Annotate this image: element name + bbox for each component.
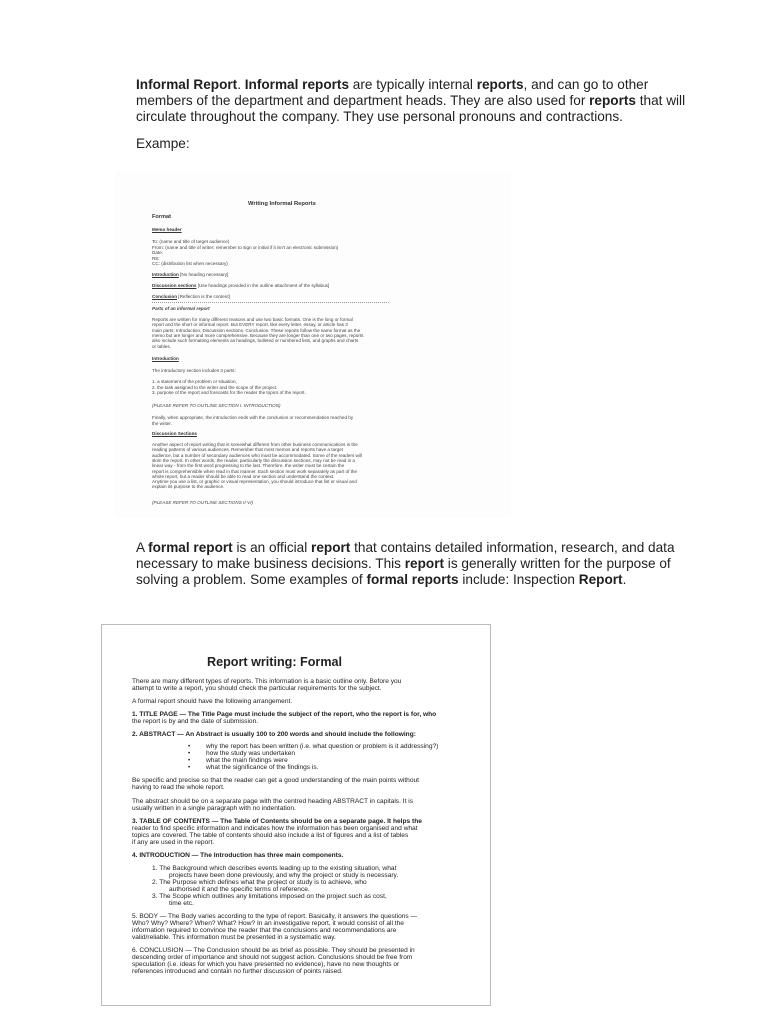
formal-line: what the main findings were	[206, 757, 288, 764]
bullet-icon: •	[188, 757, 191, 764]
bold-run: reports	[476, 77, 524, 92]
formal-line: 5. BODY — The Body varies according to the type of report. Basically, it answers the questions —	[132, 913, 418, 920]
formal-line: the report is by and the date of submission.	[132, 718, 259, 725]
intro-paragraph-formal	[136, 540, 696, 588]
intro-item: 3. purpose of the report and forecasts for the reader the topics of the report.	[152, 390, 306, 395]
discussion-text-line: report is comprehensible when read in that manner. Each section must work separately as part of the	[152, 468, 358, 474]
bold-run: Informal Report	[136, 77, 238, 92]
text-run: .	[622, 572, 627, 587]
introduction-line-label: Introduction	[152, 272, 179, 277]
bold-run: formal reports	[366, 572, 459, 587]
memo-line: From: (name and title of writer; remember to sign or initial if it isn't an electronic submission)	[152, 244, 339, 250]
formal-line: authorised it and the specific terms of reference.	[169, 886, 310, 893]
conclusion-line-label: Conclusion	[152, 294, 178, 299]
formal-line: information required to convince the reader that the conclusions and recommendations are	[132, 927, 397, 934]
formal-line: why the report has been written (i.e. what question or problem is it addressing?)	[206, 743, 439, 750]
formal-line: 2. The Purpose which defines what the project or study is to achieve, who	[152, 879, 367, 886]
text-run: are typically internal	[349, 77, 477, 92]
discussion-text-line: reading patterns of various audiences. Remember that most memos and reports have a target	[152, 447, 343, 453]
parts-line: or tables.	[152, 343, 171, 349]
bullet-icon: •	[188, 743, 191, 750]
formal-line: reader to find specific information and indicates how the information has been organised and what	[132, 825, 418, 832]
discussion-heading: Discussion Sections	[152, 431, 197, 436]
bold-run: report	[311, 540, 351, 555]
discussion-text-line: whole report, but a reader should be able to read one section and understand the context.	[152, 473, 335, 479]
text-run: is generally written for the purpose of solving a problem. Some examples of	[136, 556, 671, 587]
intro-paragraph-informal	[136, 77, 696, 125]
bold-run: Report	[578, 572, 623, 587]
bullet-icon: •	[188, 764, 191, 771]
memo-line: CC: (distribution list when necessary)	[152, 261, 228, 266]
formal-report-image	[101, 624, 491, 1006]
discussion-line-rest: [Use headings provided in the outline attachment of the syllabus]	[196, 283, 330, 288]
formal-line: Who? Why? Where? When? What? How? In an investigative report, it would consist of all the	[132, 920, 404, 927]
discussion-text-line: linear way - from the first word progressing to the last. Therefore, the writer must be certain the	[152, 463, 345, 469]
bold-run: reports	[589, 93, 636, 108]
finally-line: Finally, when appropriate, the introduction ends with the conclusion or recommendation reached by	[152, 415, 354, 420]
finally-line: the writer.	[152, 420, 172, 426]
formal-line: 1. The Background which describes events leading up to the existing situation, what	[152, 865, 397, 872]
intro-heading: Introduction	[152, 356, 179, 361]
example-label: Exampe:	[136, 136, 190, 151]
formal-line: 4. INTRODUCTION — The Introduction has three main components.	[132, 852, 344, 859]
bullet-icon: •	[188, 750, 191, 757]
discussion-text-line: explain its purpose to the audience.	[152, 484, 225, 490]
discussion-text-line: Anytime you use a list, or graphic or visual representation, you should introduce that list or visual and	[152, 479, 357, 485]
conclusion-line	[152, 294, 230, 299]
introduction-line-rest: [No heading necessary]	[178, 272, 229, 277]
formal-line: if any are used in the report.	[132, 839, 215, 846]
formal-line: how the study was undertaken	[206, 750, 296, 757]
refer-section-2: (PLEASE REFER TO OUTLINE SECTIONS II-VI)	[152, 500, 253, 505]
discussion-line-label: Discussion sections	[152, 283, 197, 288]
formal-line: projects have been done previously, and why the project or study is necessary.	[169, 872, 399, 879]
formal-line: 3. TABLE OF CONTENTS — The Table of Contents should be on a separate page. It helps the	[132, 818, 422, 825]
format-heading: Format	[152, 214, 171, 220]
intro-sub: The introductory section includes 3 parts:	[152, 368, 236, 373]
parts-line: also include such formatting elements as headings, bulleted or numbered lists, and graphs and charts	[152, 338, 359, 344]
bold-run: Informal reports	[244, 77, 350, 92]
refer-section-1: (PLEASE REFER TO OUTLINE SECTION I. INTRODUCTION)	[152, 403, 281, 408]
text-run: that will circulate throughout the company. They use personal pronouns and contractions.	[136, 93, 686, 124]
memo-header-heading: Memo header	[152, 227, 182, 232]
formal-image-title: Report writing: Formal	[207, 655, 343, 669]
parts-line: report and the short or informal report. But EVERY report, like every letter, essay, or article has 3	[152, 322, 348, 328]
formal-line: descending order of importance and should not suggest action. Conclusions should be free from	[132, 954, 413, 961]
intro-item: 1. a statement of the problem or situation,	[152, 379, 237, 384]
formal-line: having to read the whole report.	[132, 784, 225, 791]
formal-line: A formal report should have the following arrangement.	[132, 698, 293, 705]
conclusion-line-rest: [Reflection is the content]	[177, 294, 230, 299]
text-run: that contains detailed information, research, and data necessary to make business decisions. This	[136, 540, 675, 571]
formal-line: 2. ABSTRACT — An Abstract is usually 100 to 200 words and should include the following:	[132, 731, 416, 738]
text-run: .	[237, 77, 245, 92]
formal-line: topics are covered. The table of contents should also include a list of figures and a list of tables	[132, 832, 409, 839]
formal-line: what the significance of the findings is.	[206, 764, 319, 771]
formal-line: usually written in a single paragraph with no indentation.	[132, 805, 296, 812]
formal-line: attempt to write a report, you should check the particular requirements for the subject.	[132, 685, 382, 692]
formal-line: 1. TITLE PAGE — The Title Page must include the subject of the report, who the report is for, who	[132, 711, 437, 718]
introduction-line	[152, 272, 228, 277]
discussion-text-line: skim the report. In other words, the reader, particularly the discussion sections, may not be read in a	[152, 457, 355, 463]
informal-image-title: Writing Informal Reports	[248, 201, 316, 207]
formal-line: 6. CONCLUSION — The Conclusion should be as brief as possible. They should be presented in	[132, 947, 415, 954]
discussion-text-line: Another aspect of report writing that is somewhat different from other business communications is the	[152, 442, 358, 447]
formal-line: references introduced and contain no further discussion of points raised.	[132, 968, 343, 975]
formal-line: Be specific and precise so that the reader can get a good understanding of the main points without	[132, 777, 420, 784]
text-run: , and can go to other members of the department and department heads. They are also used for	[136, 77, 649, 108]
memo-line: Date:	[152, 250, 163, 255]
text-run: A	[136, 540, 149, 555]
bold-run: report	[404, 556, 445, 571]
formal-line: There are many different types of reports. This information is a basic outline only. Before you	[132, 678, 402, 685]
bold-run: formal report	[148, 540, 233, 555]
dotted-divider	[152, 302, 389, 303]
parts-heading: Parts of an informal report	[152, 306, 210, 311]
formal-line: valid/reliable. This information must be presented in a systematic way.	[132, 934, 336, 941]
formal-line: speculation (i.e. ideas for which you have presented no evidence), have no new thoughts or	[132, 961, 400, 968]
memo-line: To: (name and title of target audience)	[152, 239, 230, 244]
parts-line: main parts: Introduction, Discussion sections, Conclusion. These reports follow the same format as the	[152, 327, 361, 333]
informal-report-image	[115, 172, 511, 518]
memo-line: RE:	[152, 255, 160, 261]
formal-line: time etc.	[169, 900, 194, 907]
parts-line: Reports are written for many different reasons and use two basic formats. One is the long or formal	[152, 317, 353, 322]
discussion-line	[152, 283, 329, 288]
intro-item: 2. the task assigned to the writer and the scope of the project.	[152, 384, 278, 390]
formal-line: The abstract should be on a separate page with the centred heading ABSTRACT in capitals. It is	[132, 798, 414, 805]
formal-line: 3. The Scope which outlines any limitations imposed on the project such as cost,	[152, 893, 387, 900]
discussion-text-line: audience, but a number of secondary audiences who must be accommodated. Some of the readers will	[152, 452, 362, 458]
parts-line: memo but are longer and more comprehensive. Because they are longer than one or two pages, reports	[152, 332, 364, 338]
text-run: is an official	[232, 540, 312, 555]
text-run: include: Inspection	[458, 572, 579, 587]
